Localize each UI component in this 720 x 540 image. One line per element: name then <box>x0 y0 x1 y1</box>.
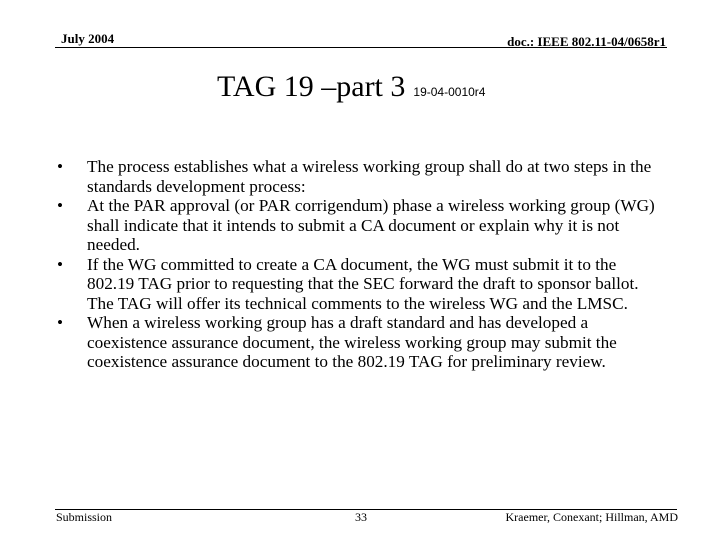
bullet-item <box>57 196 667 255</box>
bullet-marker: • <box>57 157 64 176</box>
title-text: TAG 19 –part 3 <box>217 70 406 103</box>
bullet-item <box>57 313 667 372</box>
bullet-marker: • <box>57 254 64 274</box>
bullet-list <box>57 157 667 372</box>
title-reference: 19-04-0010r4 <box>413 85 486 99</box>
bullet-text: At the PAR approval (or PAR corrigendum) phase a wireless working group (WG) shall indicate that it intends to submit a CA document or explain why it is not needed. <box>87 196 655 254</box>
bullet-text: If the WG committed to create a CA document, the WG must submit it to the 802.19 TAG prior to requesting that the SEC forward the draft to sponsor ballot. The TAG will offer its technical comments to the wireless WG and the LMSC. <box>87 254 639 313</box>
footer-page-number: 33 <box>355 510 367 524</box>
header-date: July 2004 <box>61 31 115 46</box>
footer-submission: Submission <box>56 510 113 524</box>
bullet-marker: • <box>57 313 64 332</box>
bullet-item <box>57 255 667 314</box>
bullet-item <box>57 157 667 196</box>
slide-title <box>217 70 485 104</box>
bullet-marker: • <box>57 196 64 215</box>
footer-authors: Kraemer, Conexant; Hillman, AMD <box>505 510 678 524</box>
header-doc-id: doc.: IEEE 802.11-04/0658r1 <box>507 34 666 49</box>
bullet-text: The process establishes what a wireless working group shall do at two steps in the standards development process: <box>87 157 652 196</box>
bullet-text: When a wireless working group has a draft standard and has developed a coexistence assurance document, the wireless working group may submit the coexistence assurance document to the 802.19 TAG for preliminary review. <box>87 313 617 371</box>
header-rule <box>55 47 667 48</box>
